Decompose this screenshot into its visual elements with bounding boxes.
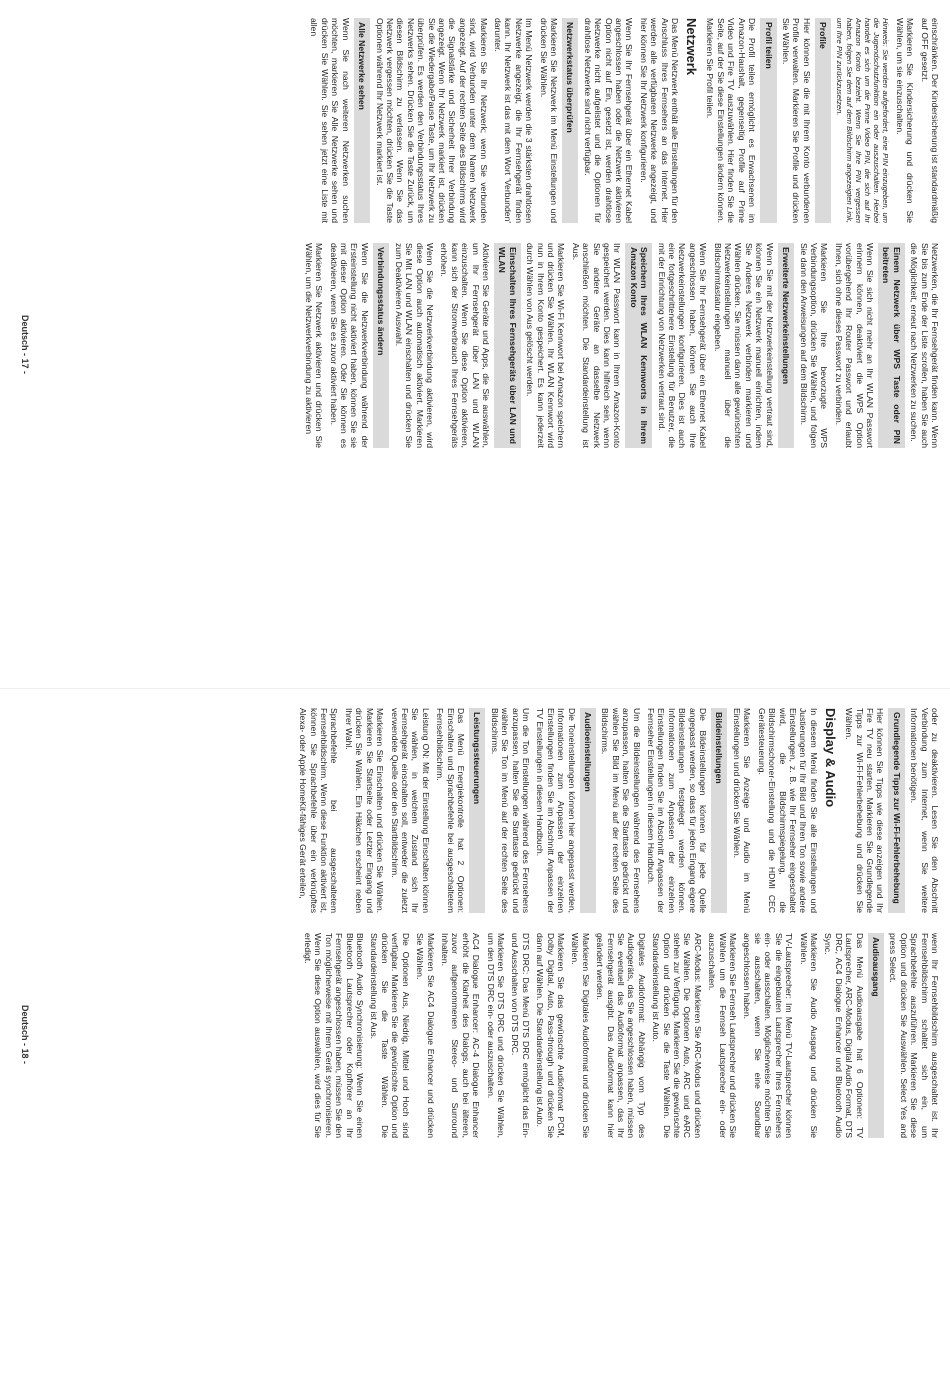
subsection-heading: Audioeinstellungen <box>580 708 596 913</box>
body-paragraph: DTS DRC: Das Menü DTS DRC ermöglicht das Ein- und Ausschalten von DTS DRC. <box>510 933 531 1138</box>
body-paragraph: Wenn Sie Ihr Fernsehgerät über ein Ethernet Kabel angeschlossen haben oder die Netzwerk aktivieren Option nicht auf Ein, gesetzt ist, werden drahtlose Netzwerke nicht aufgelistet und die Optionen für drahtlose Netzwerke sind nicht verfügbar. <box>582 18 635 223</box>
body-paragraph: Hier können Sie Tipps wie diese anzeigen und Ihr Fire TV neu starten. Markieren Sie Grundlegende Tipps zur Wi-Fi-Fehlerbehebung und drücken Sie Wählen. <box>844 708 886 913</box>
body-paragraph: Markieren Sie AC4 Dialogue Enhancer und drücken Sie Wählen. <box>415 933 436 1138</box>
body-paragraph: Hier können Sie die mit Ihrem Konto verbundenen Profile verwalten. Markieren Sie Profile und drücken Sie Wählen. <box>780 18 812 223</box>
body-paragraph: TV-Lautsprecher: Im Menü TV-Lautsprecher können Sie die eingebauten Lautsprecher Ihres Fernsehers ein- oder ausschalten. Möglicherweise möchten Sie sie ausschalten, wenn Sie eine Soundbar angeschlossen haben. <box>742 933 795 1138</box>
body-paragraph: Um die Ton Einstellungen während des Fernsehens anzupassen, halten Sie die Starttaste gedrückt und wählen Sie Ton im Menü auf der rechten Seite des Bildschirms. <box>489 708 531 913</box>
body-paragraph: Markieren Sie Digitales Audioformat und drücken Sie Wählen. <box>570 933 591 1138</box>
subsection-heading: Audioausgang <box>868 933 884 1138</box>
body-paragraph: Die Bildeinstellungen können für jede Quelle angepasst werden, so dass für jeden Eingang eigene Bildeinstellungen festgelegt werden können. Informationen zum Anpassen der einzelnen Einstellungen finden Sie im Abschnitt Anpassen der Fernseher Einstellungen in diesem Handbuch. <box>646 708 709 913</box>
body-paragraph: Markieren Sie das gewünschte Audioformat PCM, Dolby Digital, Auto, Pass-through und drücken Sie dann auf Wählen. Die Standardeinstellung ist Auto. <box>535 933 566 1138</box>
body-paragraph: Markieren Sie Anzeige und Audio im Menü Einstellungen und drücken Sie Wählen. <box>731 708 753 913</box>
body-paragraph: Wenn Sie nach weiteren Netzwerken suchen möchten, markieren Sie Alle Netzwerke sehen und drücken Sie Wählen. Sie sehen jetzt eine Liste mit allen <box>309 18 351 223</box>
subsection-heading: Einschalten Ihres Fernsehgeräts über LAN und WLAN <box>494 243 521 448</box>
body-paragraph: Wenn Sie mit der Netzwerkeinstellung vertraut sind, können Sie ein Netzwerk manuell einrichten, indem Sie Anderes Netzwerk verbinden markieren und Wählen drücken. Sie müssen dann alle gewünschten Netzwerkeinstellungen manuell über die Bildschirmtastatur eingeben. <box>712 243 775 448</box>
page-divider <box>0 688 950 689</box>
body-paragraph: Digitales Audioformat: Abhängig vom Typ des Audiogeräts, das Sie angeschlossen haben, müssen Sie eventuell das Audioformat anpassen, das Ihr Fernsehgerät ausgibt. Das Audioformat kann hier geändert werden. <box>595 933 647 1138</box>
body-paragraph: In diesem Menü finden Sie alle Einstellungen und Justierungen für Ihr Bild und Ihren Ton sowie andere Einstellungen, z. B. wie Ihr Fernseher eingeschaltet wird, die Bildschirmspiegelung, die Bildschirmschoner-Einstellung und die HDMI CEC Gerätesteuerung. <box>756 708 819 913</box>
body-paragraph: Markieren Sie Wi-Fi Kennwort bei Amazon speichern und drücken Sie Wählen. Ihr WLAN Kennwort wird nun in Ihrem Konto gespeichert. Es kann jederzeit durch Wählen von Aus gelöscht werden. <box>525 243 567 448</box>
body-paragraph: Das Menü Energiekontrolle hat 2 Optionen: Einschalten und Sprachbefehle bei ausgeschaltetem Fernsehbildschirm. <box>435 708 466 913</box>
body-paragraph: Die Optionen Aus, Niedrig, Mittel und Hoch sind verfügbar. Markieren Sie die gewünschte Option und drücken Sie die Taste Wählen. Die Standardeinstellung ist Aus. <box>369 933 411 1138</box>
body-paragraph: einschränken. Der Kindersicherung ist standardmäßig auf OFF gesetzt. <box>919 18 940 223</box>
subsection-heading: Alle Netzwerke sehen <box>354 18 370 223</box>
note-paragraph: Hinweis: Sie werden aufgefordert, eine PIN einzugeben, um die Jugendschutzfunktion ein oder auszuschalten. Hierbei handelt es sich um die Prime Video PIN, die sich auf Ihr Amazon Konto bezieht. Wenn Sie Ihre PIN vergessen haben, folgen Sie dem auf dem Bildschirm angezeigten Link, um Ihre PIN zurückzusetzen. <box>835 18 891 223</box>
body-paragraph: Im Menü Netzwerk werden die 3 stärksten drahtlosen Netzwerke angezeigt, die Ihr Fernsehgerät finden kann. Ihr Netzwerk ist das mit dem Wort 'Verbunden' darunter. <box>493 18 535 223</box>
body-paragraph: Sprachbefehle bei ausgeschaltetem Fernsehbildschirm. Wenn diese Funktion aktiviert ist, können Sie Sprachbefehle über ein verknüpftes Alexa- oder Apple HomeKit-fähiges Gerät erteilen, <box>298 708 340 913</box>
body-paragraph: Die Profil teilen ermöglicht es Erwachsenen im Amazon-Haushalt, gegenseitig Profile auf Prime Video und Fire TV auszuwählen. Hier finden Sie die Seite, auf der Sie diese Einstellungen ändern können. Markieren Sie Profil teilen. <box>705 18 758 223</box>
page-18-column-2 <box>60 933 940 1138</box>
body-paragraph: Das Menü Audioausgabe hat 6 Optionen: TV Lautsprecher, ARC-Modus, Digital Audio Format, DTS DRC, AC4 Dialogue Enhancer und Bluetooth Audio Sync. <box>823 933 865 1138</box>
body-paragraph: Wenn Sie die Netzwerkverbindung während der Ersteinstellung nicht aktiviert haben, können Sie sie mit dieser Option aktivieren. Oder Sie können es deaktivieren, wenn Sie es zuvor aktiviert haben. <box>328 243 370 448</box>
body-paragraph: Wenn Sie die Netzwerkverbindung aktivieren, wird diese Option auch automatisch aktiviert. Markieren Sie Mit LAN und WLAN einschalten und drücken Sie zum Deaktivieren Auswahl. <box>393 243 435 448</box>
page-number-17: Deutsch - 17 - <box>20 314 30 374</box>
subsection-heading: Grundlegende Tipps zur Wi-Fi-Fehlerbehebung <box>888 708 904 913</box>
subsection-heading: Verbindungsstatus ändern <box>373 243 389 448</box>
subsection-heading: Leistungssteuerungen <box>469 708 485 913</box>
body-paragraph: Markieren Sie Netzwerk im Menü Einstellungen und drücken Sie Wählen. <box>538 18 560 223</box>
page-number-18: Deutsch - 18 - <box>20 1004 30 1064</box>
subsection-heading: Profile <box>815 18 831 223</box>
subsection-heading: Netzwerkstatus überprüfen <box>562 18 578 223</box>
body-paragraph: Wenn Sie Ihr Fernsehgerät über ein Ethernet Kabel angeschlossen haben, können Sie auch Ihre Netzwerkeinstellungen konfigurieren. Dies ist auch eine fortgeschrittenere Einstellung für Benutzer, die mit der Einrichtung von Netzwerken vertraut sind. <box>656 243 709 448</box>
body-paragraph: Markieren Sie Netzwerk aktivieren und drücken Sie Wählen, um die Netzwerkverbindung zu aktivieren <box>303 243 325 448</box>
body-paragraph: Wenn Sie sich nicht mehr an Ihr WLAN Passwort erinnern können, deaktiviert die WPS Option vorübergehend Ihr Router Passwort und erlaubt Ihnen, sich ohne dieses Passwort zu verbinden. <box>833 243 875 448</box>
body-paragraph: Markieren Sie DTS DRC und drücken Sie Wählen, um den DTS DRC ein- oder auszuschalten. <box>485 933 506 1138</box>
section-heading: Display & Audio <box>822 708 838 808</box>
section-heading: Netzwerk <box>684 18 700 76</box>
body-paragraph: Markieren Sie Einschalten und drücken Sie Wählen. Markieren Sie Startseite oder Letzter Eingang und drücken Sie Wählen. Ein Häkchen erscheint neben Ihrer Wahl. <box>343 708 386 913</box>
manual-page-17 <box>0 0 950 689</box>
body-paragraph: Um die Bildeinstellungen während des Fernsehens anzupassen, halten Sie die Starttaste gedrückt und wählen Sie Bild im Menü auf der rechten Seite des Bildschirms. <box>600 708 642 913</box>
body-paragraph: Markieren Sie Audio Ausgang und drücken Sie Wählen. <box>798 933 819 1138</box>
body-paragraph: Das Menü Netzwerk enthält alle Einstellungen für den Anschluss Ihres Fernsehers an das Internet. Hier werden alle verfügbaren Netzwerke angezeigt, und hier können Sie Ihr Netzwerk konfigurieren. <box>638 18 681 223</box>
body-paragraph: Markieren Sie Kindersicherung und drücken Sie Wählen, um sie einzuschalten. <box>894 18 916 223</box>
body-paragraph: Ihr WLAN Passwort kann in Ihrem Amazon-Konto gespeichert werden. Dies kann hilfreich sein, wenn Sie andere Geräte an dasselbe Netzwerk anschließen möchten. Die Standardeinstellung ist Aus. <box>570 243 623 448</box>
page-17-column-1 <box>60 18 940 223</box>
body-paragraph: Netzwerken, die Ihr Fernsehgerät finden kann. Wenn Sie bis zum Ende der Liste scrollen, haben Sie auch die Möglichkeit, erneut nach Netzwerken zu suchen. <box>909 243 940 448</box>
subsection-heading: Erweiterte Netzwerkeinstellungen <box>778 243 794 448</box>
body-paragraph: Die Toneinstellungen können hier angepasst werden, Informationen zum Anpassen der einzelnen Einstellungen finden Sie im Abschnitt Anpassen der TV Einstellungen in diesem Handbuch. <box>535 708 577 913</box>
body-paragraph: wenn Ihr Fernsehbildschirm ausgeschaltet ist. Ihr Fernsehbildschirm schaltet sich ein, um Sprachbefehle auszuführen. Markieren Sie diese Option und drücken Sie Auswählen. Select Yes and press Select. <box>888 933 940 1138</box>
manual-page-18 <box>0 690 950 1379</box>
body-paragraph: Aktivieren Sie Geräte und Apps, die Sie auswählen, um Ihr Fernsehgerät über LAN und WLAN einzuschalten. Wenn Sie diese Option aktivieren, kann sich der Stromverbrauch Ihres Fernsehgeräts erhöhen. <box>439 243 491 448</box>
subsection-heading: Bildeinstellungen <box>711 708 727 913</box>
subsection-heading: Speichern Ihres WLAN Kennworts in Ihrem Amazon Konto <box>625 243 652 448</box>
page-18-column-1 <box>60 708 940 913</box>
body-paragraph: AC4 Dialogue Enhancer: AC-4 Dialogue Enhancer erhöht die Klarheit des Dialogs, auch bei älteren, zuvor aufgenommenen Stereo- und Surround Inhalten. <box>439 933 482 1138</box>
subsection-heading: Einem Netzwerk über WPS Taste oder PIN beitreten <box>878 243 905 448</box>
body-paragraph: ARC-Modus: Markieren Sie ARC-Modus und drücken Sie Wählen. Die Optionen Auto, ARC und eARC stehen zur Verfügung. Markieren Sie die gewünschte Option und drücken Sie die Taste Wählen. Die Standardeinstellung ist Auto. <box>651 933 703 1138</box>
body-paragraph: oder zu deaktivieren. Lesen Sie den Abschnitt Verbindung zum Internet, wenn Sie weitere Informationen benötigen. <box>909 708 940 913</box>
body-paragraph: Leistung ON: Mit der Einstellung Einschalten können Sie wählen, in welchem Zustand sich Ihr Fernsehgerät einschalten soll, entweder die zuletzt verwendete Quelle oder den Startbildschirm. <box>389 708 431 913</box>
body-paragraph: Markieren Sie Ihr Netzwerk; wenn Sie verbunden sind, wird Verbunden unter dem Namen Netzwerk angezeigt. Auf der rechten Seite des Bildschirms wird die Signalstärke und Sicherheit Ihrer Verbindung angezeigt. Wenn Ihr Netzwerk markiert ist, drücken Sie die Wiedergabe/Pause Taste, um Ihr Netzwerk zu überprüfen. Es werden den Verbindungsstatus Ihres Netzwerks sehen. Drücken Sie die Taste Zurück, um diesen Bildschirm zu verlassen. Wenn Sie das Netzwerk vergessen möchten, drücken Sie die Taste Optionen während Ihr Netzwerk markiert ist. <box>374 18 489 223</box>
subsection-heading: Profil teilen <box>760 18 776 223</box>
body-paragraph: Markieren Sie Fernseh Lautsprecher und drücken Sie Wählen um die Fernseh Lautsprecher ein- oder auszuschalten. <box>707 933 739 1138</box>
body-paragraph: Bluetooth Audio Synchronisierung: Wenn Sie einen Bluetooth Lautsprecher oder Kopfhörer an Ihr Fernsehgerät angeschlossen haben, müssen Sie den Ton möglicherweise mit Ihrem Gerät synchronisieren. Wenn Sie diese Option auswählen, wird dies für Sie erledigt. <box>303 933 366 1138</box>
body-paragraph: Markieren Sie Ihre bevorzugte WPS Verbindungsoption, drücken Sie Wählen, und folgen Sie dann den Anweisungen auf dem Bildschirm. <box>798 243 830 448</box>
page-17-column-2 <box>60 243 940 448</box>
